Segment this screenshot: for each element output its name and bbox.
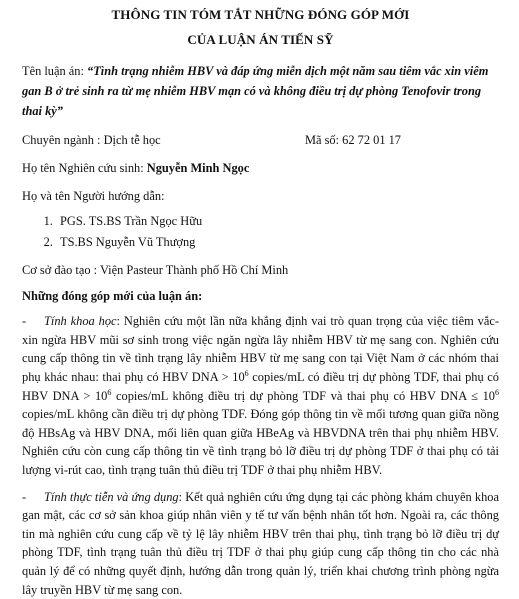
scientific-lead: Tính khoa học: [44, 314, 117, 329]
thesis-label: Tên luận án:: [22, 64, 88, 79]
major-label: Chuyên ngành :: [22, 133, 104, 148]
thesis-title: Tình trạng nhiễm HBV và đáp ứng miễn dịch một năm sau tiêm vắc xin viêm gan B ở trẻ sinh ra từ mẹ nhiễm HBV mạn có và không điều trị dự phòng Tenofovir trong thai kỳ: [22, 64, 489, 119]
practical-paragraph: [22, 488, 499, 599]
major-value: Dịch tễ học: [103, 133, 161, 148]
thesis-close-quote: ”: [56, 104, 63, 119]
major-field: [22, 132, 161, 149]
supervisor-item: 1. PGS. TS.BS Trần Ngọc Hữu: [56, 213, 499, 230]
exponent: 6: [495, 387, 499, 397]
scientific-text-4: copies/mL không cần điều trị dự phòng TDF. Đóng góp thông tin về mối tương quan giữa nồng độ HBsAg và HBV DNA, mối liên quan giữa HBeAg và HBVDNA trên thai phụ nhiễm HBV. Nghiên cứu còn cung cấp thông tin về tình trạng bỏ lỡ điều trị dự phòng TDF ở thai phụ có tải lượng vi-rút cao, tình trạng tuân thủ điều trị TDF ở thai phụ nhiễm HBV.: [22, 407, 499, 477]
researcher-label: Họ tên Nghiên cứu sinh:: [22, 160, 147, 175]
supervisor-item: 2. TS.BS Nguyễn Vũ Thượng: [56, 234, 499, 251]
code-value: 62 72 01 17: [342, 133, 401, 148]
section-title: Những đóng góp mới của luận án:: [22, 288, 203, 303]
institution-line: [22, 262, 499, 279]
bullet-dash: -: [22, 489, 27, 504]
major-code-row: [22, 132, 499, 149]
scientific-text-3: copies/mL không điều trị dự phòng TDF và thai phụ có HBV DNA ≤ 10: [111, 388, 495, 403]
supervisors-list: [22, 213, 499, 250]
exponent: 6: [244, 368, 249, 378]
bullet-dash: -: [22, 314, 27, 329]
practical-lead: Tính thực tiễn và ứng dụng: [44, 489, 179, 504]
thesis-title-block: [22, 61, 499, 121]
institution-value: Viện Pasteur Thành phố Hồ Chí Minh: [99, 262, 289, 277]
document-title: THÔNG TIN TÓM TẮT NHỮNG ĐÓNG GÓP MỚI: [111, 7, 410, 22]
supervisors-label: Họ và tên Người hướng dẫn:: [22, 188, 165, 203]
thesis-open-quote: “: [87, 64, 94, 79]
scientific-paragraph: [22, 312, 499, 479]
code-label: Mã số:: [304, 133, 343, 148]
scientific-text-2: copies/mL có điều trị dự phòng TDF, thai phụ có HBV DNA > 10: [22, 370, 499, 403]
scientific-text-1: : Nghiên cứu một lần nữa khẳng định vai trò quan trọng của việc tiêm vắc-xin ngừa HBV mũi sơ sinh trong việc ngăn ngừa lây nhiễm HBV từ mẹ sang con. Nghiên cứu cung cấp thông tin về tình trạng lây nhiễm HBV từ mẹ sang con tại Việt Nam ở các nhóm thai phụ khác nhau: thai phụ có HBV DNA > 10: [22, 314, 499, 385]
researcher-name: Nguyễn Minh Ngọc: [146, 160, 250, 175]
exponent: 6: [107, 387, 112, 397]
code-field: [305, 132, 401, 149]
institution-label: Cơ sở đào tạo :: [22, 262, 100, 277]
researcher-line: [22, 160, 499, 177]
document-subtitle: CỦA LUẬN ÁN TIẾN SỸ: [187, 31, 334, 47]
practical-text: : Kết quả nghiên cứu ứng dụng tại các phòng khám chuyên khoa gan mật, các cơ sở sản khoa giúp nhân viên y tế tư vấn bệnh nhân tốt hơn. Ngoài ra, các thông tin mà nghiên cứu cung cấp về tỷ lệ lây nhiễm HBV trên thai phụ, tình trạng bỏ lỡ điều trị dự phòng TDF, tình trạng tuân thủ điều trị TDF ở thai phụ giúp cung cấp thông tin cho các nhà quản lý để có những quyết định, hướng dẫn trong quản lý, triển khai chương trình phòng ngừa lây truyền HBV từ mẹ sang con.: [22, 489, 499, 597]
